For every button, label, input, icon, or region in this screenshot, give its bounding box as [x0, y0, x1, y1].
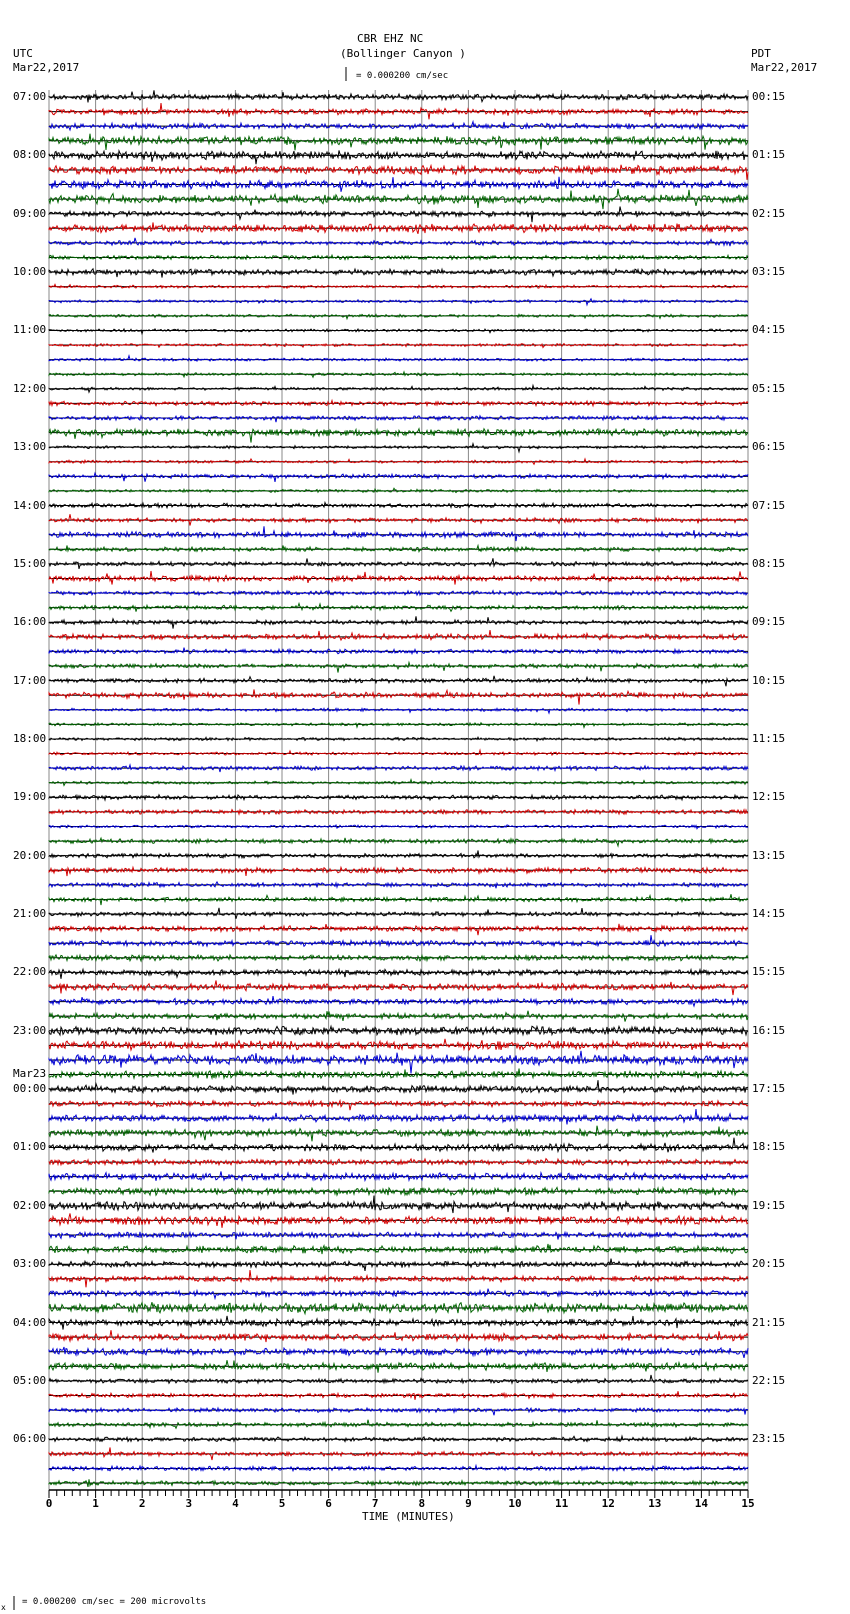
x-tick-label: 1	[92, 1497, 99, 1510]
left-hour-label: 14:00	[13, 498, 47, 512]
scale-label: = 0.000200 cm/sec	[356, 71, 449, 81]
x-tick-label: 15	[741, 1497, 755, 1510]
x-tick-label: 8	[418, 1497, 426, 1510]
seismic-trace	[49, 1039, 748, 1050]
right-hour-label: 11:15	[752, 731, 786, 745]
seismic-trace	[49, 284, 748, 288]
left-timezone: UTC	[13, 47, 33, 60]
seismic-trace	[49, 1187, 748, 1195]
seismic-trace	[49, 969, 748, 978]
left-hour-label: 01:00	[13, 1140, 47, 1154]
x-tick-label: 5	[278, 1497, 286, 1510]
seismic-trace	[49, 1408, 748, 1415]
seismic-trace	[49, 473, 748, 482]
left-hour-label: 07:00	[13, 90, 47, 103]
left-hour-label: 02:00	[13, 1198, 47, 1212]
seismic-trace	[49, 1448, 748, 1461]
left-hour-label: 18:00	[13, 731, 47, 745]
right-hour-label: 02:15	[752, 206, 786, 220]
left-hour-label: 15:00	[13, 556, 47, 570]
seismic-trace	[49, 1138, 748, 1153]
seismic-trace	[49, 1360, 748, 1373]
left-hour-label: 05:00	[13, 1373, 47, 1387]
footer-marker: x	[1, 1603, 6, 1612]
seismic-trace	[49, 1232, 748, 1240]
right-hour-label: 03:15	[752, 265, 786, 279]
right-hour-label: 19:15	[752, 1198, 786, 1212]
seismic-trace	[49, 401, 748, 406]
right-hour-label: 07:15	[752, 498, 786, 512]
left-hour-label: 12:00	[13, 381, 47, 395]
seismic-trace	[49, 238, 748, 246]
left-hour-label: 00:00	[13, 1082, 47, 1096]
seismic-trace	[49, 591, 748, 596]
seismic-trace	[49, 546, 748, 552]
left-hour-label: 17:00	[13, 673, 47, 687]
seismic-trace	[49, 1466, 748, 1471]
left-date: Mar22,2017	[13, 61, 80, 74]
x-tick-label: 9	[465, 1497, 472, 1510]
seismic-trace	[49, 459, 748, 464]
seismic-trace	[49, 1101, 748, 1111]
seismic-trace	[49, 1479, 748, 1487]
left-hour-label: 21:00	[13, 907, 47, 921]
station-location: (Bollinger Canyon )	[340, 47, 466, 60]
seismic-trace	[49, 851, 748, 858]
seismic-trace	[49, 429, 748, 443]
seismic-trace	[49, 708, 748, 713]
seismic-trace	[49, 269, 748, 278]
seismic-trace	[49, 207, 748, 223]
x-tick-label: 11	[555, 1497, 569, 1510]
right-hour-label: 20:15	[752, 1257, 786, 1271]
seismic-trace	[49, 1171, 748, 1180]
left-hour-label: 09:00	[13, 206, 47, 220]
seismic-trace	[49, 1375, 748, 1383]
left-hour-label: 10:00	[13, 265, 47, 279]
seismic-trace	[49, 908, 748, 919]
seismic-trace	[49, 329, 748, 334]
seismic-trace	[49, 299, 748, 305]
right-hour-label: 17:15	[752, 1082, 786, 1096]
x-tick-label: 10	[508, 1497, 522, 1510]
seismic-trace	[49, 526, 748, 541]
x-tick-label: 12	[601, 1497, 615, 1510]
seismic-trace	[49, 1051, 748, 1074]
right-hour-label: 09:15	[752, 615, 786, 629]
right-hour-label: 01:15	[752, 148, 786, 162]
right-hour-label: 08:15	[752, 556, 786, 570]
x-tick-label: 4	[232, 1497, 239, 1510]
seismic-trace	[49, 825, 748, 829]
seismic-trace	[49, 386, 748, 393]
right-hour-label: 23:15	[752, 1432, 786, 1446]
seismic-trace	[49, 571, 748, 585]
seismic-trace	[49, 1259, 748, 1271]
seismic-trace	[49, 222, 748, 233]
right-timezone: PDT	[751, 47, 771, 60]
right-hour-label: 14:15	[752, 907, 786, 921]
station-title: CBR EHZ NC	[357, 32, 424, 45]
seismic-trace	[49, 344, 748, 348]
x-tick-label: 14	[694, 1497, 709, 1510]
left-hour-label: 03:00	[13, 1257, 47, 1271]
left-hour-label: 23:00	[13, 1023, 47, 1037]
right-hour-label: 15:15	[752, 965, 786, 979]
left-hour-label: 08:00	[13, 148, 47, 162]
left-hour-label: 11:00	[13, 323, 47, 337]
seismic-trace	[49, 1080, 748, 1094]
left-hour-label: 16:00	[13, 615, 47, 629]
seismic-trace	[49, 1420, 748, 1429]
seismic-trace	[49, 981, 748, 996]
seismic-trace	[49, 867, 748, 876]
seismic-trace	[49, 488, 748, 492]
seismic-trace	[49, 924, 748, 935]
seismic-trace	[49, 1069, 748, 1079]
date-change-label: Mar23	[13, 1067, 47, 1081]
seismic-trace	[49, 90, 748, 102]
seismic-trace	[49, 648, 748, 654]
seismic-trace	[49, 630, 748, 640]
seismic-trace	[49, 750, 748, 755]
left-hour-label: 20:00	[13, 848, 47, 862]
left-hour-label: 06:00	[13, 1432, 47, 1446]
right-date: Mar22,2017	[751, 61, 818, 74]
seismic-trace	[49, 444, 748, 452]
right-hour-label: 04:15	[752, 323, 786, 337]
right-hour-label: 12:15	[752, 790, 786, 804]
seismic-trace	[49, 723, 748, 728]
right-hour-label: 22:15	[752, 1373, 786, 1387]
left-hour-label: 13:00	[13, 440, 47, 454]
right-hour-label: 21:15	[752, 1315, 786, 1329]
x-tick-label: 2	[138, 1497, 146, 1510]
x-tick-label: 7	[371, 1497, 379, 1510]
seismic-trace	[49, 1126, 748, 1142]
right-hour-label: 10:15	[752, 673, 786, 687]
footer-scale-label: = 0.000200 cm/sec = 200 microvolts	[22, 1597, 207, 1607]
left-hour-label: 04:00	[13, 1315, 47, 1329]
left-hour-label: 19:00	[13, 790, 47, 804]
seismic-trace	[49, 838, 748, 846]
right-hour-label: 13:15	[752, 848, 786, 862]
seismic-trace	[49, 356, 748, 361]
x-tick-label: 0	[45, 1497, 53, 1510]
right-hour-label: 05:15	[752, 381, 786, 395]
x-tick-label: 6	[325, 1497, 332, 1510]
seismic-trace	[49, 1391, 748, 1400]
seismic-trace	[49, 1109, 748, 1124]
seismic-trace	[49, 1330, 748, 1342]
right-hour-label: 00:15	[752, 90, 786, 103]
left-hour-label: 22:00	[13, 965, 47, 979]
seismic-trace	[49, 416, 748, 423]
seismic-trace	[49, 689, 748, 704]
seismic-trace	[49, 314, 748, 319]
seismic-trace	[49, 663, 748, 673]
seismic-trace	[49, 935, 748, 946]
seismic-trace	[49, 737, 748, 741]
seismic-trace	[49, 1196, 748, 1214]
seismic-trace	[49, 165, 748, 180]
seismic-trace	[49, 1347, 748, 1358]
x-tick-label: 13	[648, 1497, 662, 1510]
right-hour-label: 16:15	[752, 1023, 786, 1037]
seismic-trace	[49, 150, 748, 164]
seismic-trace	[49, 134, 748, 151]
seismic-trace	[49, 1244, 748, 1254]
x-tick-label: 3	[185, 1497, 193, 1510]
x-axis-label: TIME (MINUTES)	[362, 1510, 455, 1523]
right-hour-label: 06:15	[752, 440, 786, 454]
right-hour-label: 18:15	[752, 1140, 786, 1154]
